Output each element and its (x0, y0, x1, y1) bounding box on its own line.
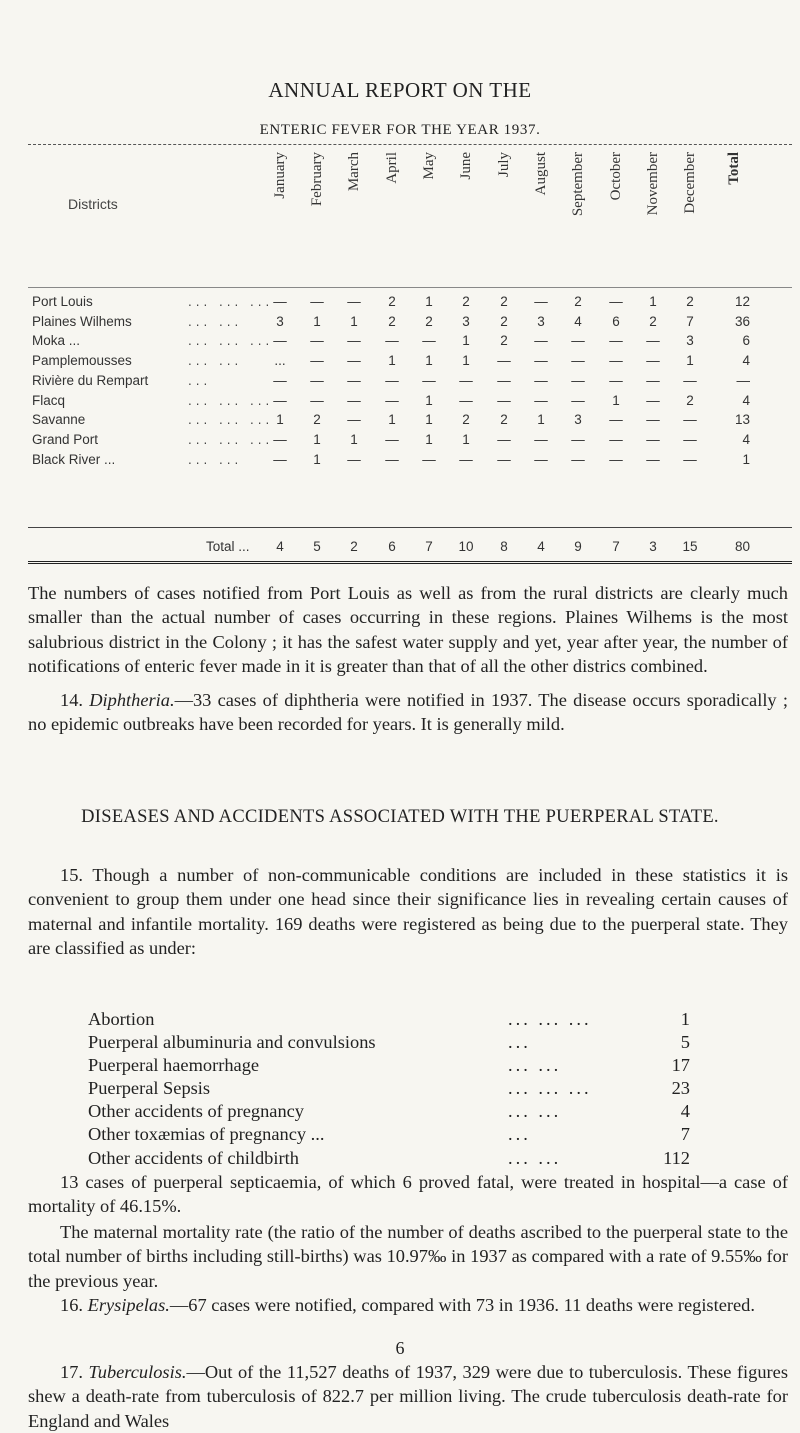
paragraph-rural-text: The numbers of cases notified from Port Louis as well as from the rural districts are clearly much smaller than the actual number of cases occurring in these regions. Plaines Wilhems is the most salubrious district in the Colony ; it has the safest water supply and yet, year after year, the number of notifications of enteric fever made in it is greater than that of all the other districs combined. (28, 583, 788, 676)
table-title: ENTERIC FEVER FOR THE YEAR 1937. (259, 122, 541, 138)
month-total-cell: 7 (425, 539, 433, 554)
leader-dots: ... (508, 1032, 531, 1053)
septicaemia-text: 13 cases of puerperal septicaemia, of which 6 proved fatal, were treated in hospital—a case of mortality of 46.15%. (28, 1172, 788, 1217)
table-row (28, 412, 792, 431)
cause-count: 112 (663, 1147, 690, 1168)
month-cell: — (571, 372, 585, 388)
month-cell: 2 (388, 294, 396, 309)
table-row (28, 452, 792, 471)
district-name: Savanne (32, 412, 86, 428)
cause-count: 4 (680, 1101, 690, 1122)
month-cell: 3 (574, 412, 582, 428)
month-total-cell: 9 (574, 539, 582, 554)
paragraph-diphtheria (28, 688, 788, 737)
month-cell: — (646, 333, 660, 349)
month-total-cell: 5 (313, 539, 321, 554)
districts-column-header: Districts (68, 196, 118, 212)
para17-text: —Out of the 11,527 deaths of 1937, 329 were due to tuberculosis. These figures shew a death-rate from tuberculosis of 822.7 per million living. The crude tuberculosis death-rate for England and Wales (28, 1362, 788, 1431)
puerperal-causes-list (88, 1009, 690, 1171)
paragraph-erysipelas (28, 1293, 788, 1317)
month-header-february (306, 152, 328, 282)
month-cell: — (683, 451, 697, 467)
leader-dots: ... (508, 1124, 531, 1145)
leader-dots: ... ... (188, 451, 243, 467)
month-cell: — (273, 451, 287, 467)
month-total-cell: 7 (612, 539, 620, 554)
month-cell: — (385, 392, 399, 408)
month-header-march (343, 152, 365, 282)
month-cell: — (609, 333, 623, 349)
table-row (28, 333, 792, 352)
month-cell: 1 (425, 412, 433, 428)
month-cell: — (534, 451, 548, 467)
month-cell: 2 (500, 294, 508, 309)
month-cell: — (310, 294, 324, 309)
month-header-label: May (420, 152, 437, 180)
district-name: Port Louis (32, 294, 93, 309)
row-total-cell: 4 (742, 392, 750, 408)
paragraph-tuberculosis (28, 1360, 788, 1431)
month-cell: — (646, 353, 660, 369)
paragraph-maternal-mortality (28, 1220, 788, 1293)
month-cell: 1 (350, 313, 358, 329)
para14-text: —33 cases of diphtheria were notified in 1937. The disease occurs sporadically ; no epidemic outbreaks have been recorded for years. It is generally mild. (28, 690, 788, 735)
month-cell: — (646, 412, 660, 428)
month-total-cell: 15 (682, 539, 698, 554)
month-cell: — (534, 353, 548, 369)
month-cell: 2 (313, 412, 321, 428)
row-total-cell: 12 (734, 294, 750, 309)
month-cell: — (459, 372, 473, 388)
month-cell: — (534, 392, 548, 408)
list-item (88, 1124, 690, 1147)
month-header-label: August (532, 152, 549, 196)
month-header-label: December (681, 152, 698, 214)
row-total-cell: — (736, 372, 750, 388)
leader-dots: ... ... ... (508, 1078, 592, 1099)
month-cell: — (273, 294, 287, 309)
cause-label: Puerperal haemorrhage (88, 1055, 260, 1076)
month-cell: 1 (388, 353, 396, 369)
maternal-mortality-text: The maternal mortality rate (the ratio of the number of deaths ascribed to the puerperal state to the total number of births including still-births) was 10.97‰ in 1937 as compared with a rate of 9.55‰ for the previous year. (28, 1222, 788, 1291)
table-total-row (28, 539, 792, 558)
month-header-august (530, 152, 552, 282)
month-header-label: June (457, 152, 474, 180)
month-cell: — (609, 412, 623, 428)
month-cell: — (571, 353, 585, 369)
leader-dots: ... ... (508, 1147, 562, 1168)
month-header-january (269, 152, 291, 282)
month-cell: — (273, 333, 287, 349)
leader-dots: ... ... (508, 1101, 562, 1122)
cause-label: Puerperal albuminuria and convulsions (88, 1032, 376, 1053)
month-cell: — (646, 451, 660, 467)
month-total-cell: 2 (350, 539, 358, 554)
month-header-july (493, 152, 515, 282)
month-total-cell: 6 (388, 539, 396, 554)
month-cell: 2 (649, 313, 657, 329)
month-header-april (381, 152, 403, 282)
month-cell: 1 (425, 353, 433, 369)
month-cell: — (422, 451, 436, 467)
month-cell: 2 (425, 313, 433, 329)
month-total-cell: 3 (649, 539, 657, 554)
district-name: Flacq (32, 392, 66, 408)
month-cell: 2 (462, 412, 470, 428)
month-cell: — (609, 451, 623, 467)
month-cell: — (310, 372, 324, 388)
month-cell: — (609, 294, 623, 309)
leader-dots: ... ... (188, 313, 243, 329)
table-row (28, 432, 792, 451)
month-cell: — (347, 451, 361, 467)
para17-number: 17. (60, 1362, 83, 1382)
month-cell: 2 (500, 412, 508, 428)
total-row-label: Total ... (206, 539, 250, 554)
para16-title: Erysipelas. (87, 1295, 170, 1315)
month-cell: — (534, 372, 548, 388)
month-cell: — (347, 333, 361, 349)
row-total-cell: 13 (734, 412, 750, 428)
month-header-label: January (271, 152, 288, 199)
month-cell: — (534, 294, 548, 309)
month-cell: — (347, 353, 361, 369)
district-name: Moka ... (32, 333, 81, 349)
month-cell: 1 (537, 412, 545, 428)
month-header-label: March (345, 152, 362, 192)
month-header-label: Total (725, 152, 742, 185)
month-cell: — (683, 372, 697, 388)
month-cell: — (385, 333, 399, 349)
month-cell: 1 (649, 294, 657, 309)
list-item (88, 1101, 690, 1124)
month-cell: — (385, 451, 399, 467)
cause-count: 1 (680, 1009, 690, 1029)
month-cell: — (571, 392, 585, 408)
month-header-label: April (383, 152, 400, 184)
month-cell: 4 (574, 313, 582, 329)
month-header-total (723, 152, 745, 282)
month-cell: — (347, 392, 361, 408)
month-cell: — (683, 412, 697, 428)
district-name: Pamplemousses (32, 353, 132, 369)
list-item (88, 1148, 690, 1171)
para16-number: 16. (60, 1295, 83, 1315)
paragraph-15 (28, 863, 788, 960)
month-cell: — (534, 333, 548, 349)
table-row (28, 373, 792, 392)
month-cell: — (310, 353, 324, 369)
cause-label: Other toxæmias of pregnancy ... (88, 1124, 325, 1145)
month-cell: — (497, 392, 511, 408)
month-header-label: July (495, 152, 512, 178)
month-cell: — (497, 431, 511, 447)
month-cell: — (497, 353, 511, 369)
month-cell: — (459, 392, 473, 408)
district-name: Black River ... (32, 451, 116, 467)
month-cell: — (310, 333, 324, 349)
leader-dots: ... (188, 372, 212, 388)
month-cell: — (609, 353, 623, 369)
month-header-december (679, 152, 701, 282)
month-cell: 1 (462, 353, 470, 369)
para15-text: 15. Though a number of non-communicable conditions are included in these statistics it is convenient to group them under one head since their significance lies in revealing certain causes of maternal and infantile mortality. 169 deaths were registered as being due to the puerperal state. They are classified as under: (28, 865, 788, 958)
month-cell: — (609, 372, 623, 388)
leader-dots: ... ... ... (188, 412, 274, 428)
month-cell: — (571, 333, 585, 349)
para16-text: —67 cases were notified, compared with 73 in 1936. 11 deaths were registered. (169, 1295, 755, 1315)
month-total-cell: 4 (276, 539, 284, 554)
month-total-cell: 8 (500, 539, 508, 554)
month-cell: — (571, 431, 585, 447)
district-name: Rivière du Rempart (32, 372, 149, 388)
month-cell: ... (274, 353, 286, 369)
month-cell: — (534, 431, 548, 447)
leader-dots: ... ... (508, 1055, 562, 1076)
table-header-rule (28, 287, 792, 288)
row-total-cell: 36 (734, 313, 750, 329)
cause-label: Abortion (88, 1009, 155, 1029)
month-total-cell: 10 (458, 539, 474, 554)
cause-count: 7 (680, 1124, 690, 1145)
month-cell: 3 (276, 313, 284, 329)
month-cell: — (347, 294, 361, 309)
month-cell: — (497, 372, 511, 388)
row-total-cell: 4 (742, 431, 750, 447)
month-cell: — (385, 372, 399, 388)
paragraph-rural-districts (28, 581, 788, 678)
month-cell: 2 (388, 313, 396, 329)
row-total-cell: 6 (742, 333, 750, 349)
table-row (28, 314, 792, 333)
month-cell: 1 (313, 313, 321, 329)
page-number: 6 (395, 1338, 405, 1358)
cause-label: Other accidents of pregnancy (88, 1101, 304, 1122)
paragraph-septicaemia (28, 1170, 788, 1219)
month-cell: — (347, 412, 361, 428)
month-cell: 3 (462, 313, 470, 329)
month-cell: 2 (686, 294, 694, 309)
month-cell: 3 (686, 333, 694, 349)
month-cell: — (273, 372, 287, 388)
month-header-october (605, 152, 627, 282)
para14-title: Diphtheria. (89, 690, 175, 710)
month-header-label: November (644, 152, 661, 216)
leader-dots: ... ... ... (188, 333, 274, 349)
grand-total-cell: 80 (734, 539, 750, 554)
row-total-cell: 1 (742, 451, 750, 467)
cause-label: Other accidents of childbirth (88, 1147, 299, 1168)
list-item (88, 1055, 690, 1078)
leader-dots: ... ... (188, 353, 243, 369)
month-cell: 1 (425, 392, 433, 408)
table-top-rule (28, 144, 792, 145)
para17-title: Tuberculosis. (88, 1362, 187, 1382)
month-cell: 1 (313, 451, 321, 467)
month-header-november (642, 152, 664, 282)
month-header-label: September (569, 152, 586, 217)
month-cell: 2 (500, 333, 508, 349)
row-total-cell: 4 (742, 353, 750, 369)
month-total-cell: 4 (537, 539, 545, 554)
month-cell: 1 (425, 431, 433, 447)
month-cell: 2 (686, 392, 694, 408)
cause-count: 17 (671, 1055, 690, 1076)
month-cell: — (347, 372, 361, 388)
heading-puerperal: DISEASES AND ACCIDENTS ASSOCIATED WITH THE PUERPERAL STATE. (81, 807, 719, 827)
month-cell: — (422, 333, 436, 349)
month-cell: — (459, 451, 473, 467)
district-name: Grand Port (32, 431, 99, 447)
leader-dots: ... ... ... (508, 1009, 592, 1029)
list-item (88, 1078, 690, 1101)
table-bottom-rule (28, 561, 792, 564)
month-cell: 1 (350, 431, 358, 447)
month-cell: 1 (313, 431, 321, 447)
month-cell: 1 (462, 431, 470, 447)
month-cell: — (422, 372, 436, 388)
month-cell: — (273, 431, 287, 447)
table-sum-rule (28, 527, 792, 528)
month-header-may (418, 152, 440, 282)
leader-dots: ... ... ... (188, 431, 274, 447)
list-item (88, 1009, 690, 1032)
month-cell: — (609, 431, 623, 447)
month-header-september (567, 152, 589, 282)
month-cell: 1 (388, 412, 396, 428)
table-row (28, 353, 792, 372)
month-header-label: October (607, 152, 624, 201)
table-row (28, 294, 792, 313)
month-cell: — (646, 392, 660, 408)
list-item (88, 1032, 690, 1055)
month-cell: — (273, 392, 287, 408)
month-cell: — (646, 431, 660, 447)
district-name: Plaines Wilhems (32, 313, 132, 329)
month-cell: 7 (686, 313, 694, 329)
month-header-label: February (308, 152, 325, 207)
month-cell: — (497, 451, 511, 467)
leader-dots: ... ... ... (188, 392, 274, 408)
month-cell: 2 (500, 313, 508, 329)
cause-label: Puerperal Sepsis (88, 1078, 211, 1099)
month-cell: 1 (276, 412, 284, 428)
month-cell: 6 (612, 313, 620, 329)
month-cell: — (385, 431, 399, 447)
month-cell: 2 (462, 294, 470, 309)
month-cell: — (646, 372, 660, 388)
cause-count: 23 (671, 1078, 690, 1099)
table-row (28, 393, 792, 412)
month-cell: 1 (425, 294, 433, 309)
month-cell: 1 (612, 392, 620, 408)
running-head: ANNUAL REPORT ON THE (268, 78, 532, 102)
month-cell: 1 (686, 353, 694, 369)
month-cell: 3 (537, 313, 545, 329)
cause-count: 5 (680, 1032, 690, 1053)
month-cell: 1 (462, 333, 470, 349)
month-cell: — (571, 451, 585, 467)
leader-dots: ... ... ... (188, 294, 274, 309)
month-cell: 2 (574, 294, 582, 309)
month-cell: — (683, 431, 697, 447)
month-cell: — (310, 392, 324, 408)
month-header-june (455, 152, 477, 282)
para14-number: 14. (60, 690, 83, 710)
